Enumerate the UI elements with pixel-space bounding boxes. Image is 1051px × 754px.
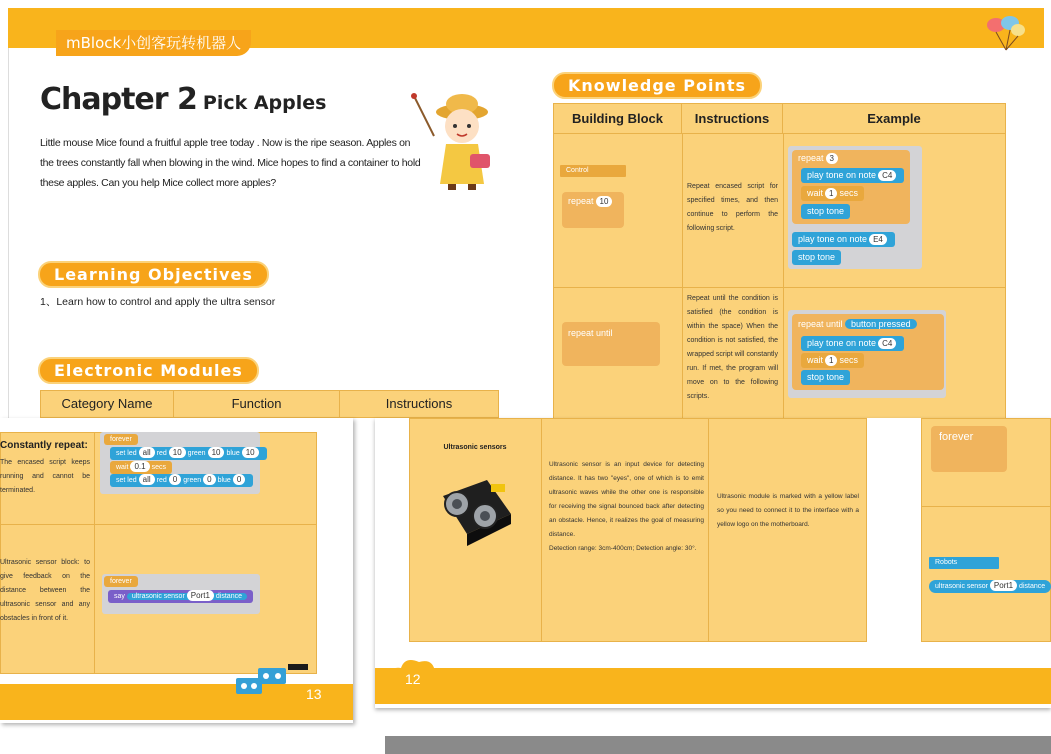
set-led-block bbox=[110, 447, 267, 460]
knowledge-points-heading: Knowledge Points bbox=[552, 72, 762, 99]
row-title: Constantly repeat: bbox=[0, 440, 88, 451]
secs-label: secs bbox=[839, 355, 858, 365]
divider bbox=[541, 418, 542, 642]
column-header: Instructions bbox=[385, 396, 453, 411]
chapter-subtitle: Pick Apples bbox=[202, 92, 327, 114]
column-header: Category Name bbox=[41, 391, 174, 417]
block-label: play tone on note bbox=[807, 338, 877, 348]
blue-value: 0 bbox=[233, 474, 245, 485]
say-block bbox=[108, 590, 253, 603]
module-function bbox=[549, 458, 704, 556]
play-tone-block bbox=[801, 336, 904, 351]
port-value: Port1 bbox=[990, 580, 1017, 591]
knowledge-table-header bbox=[554, 104, 1005, 134]
example-repeat-until-label bbox=[792, 317, 923, 332]
repeat-label: repeat bbox=[798, 153, 824, 163]
blue-label: blue bbox=[217, 477, 231, 484]
red-value: 10 bbox=[169, 447, 186, 458]
forever-block: forever bbox=[104, 434, 138, 445]
repeat-until-instructions: Repeat until the condition is satisfied (the condition is within the space) When the condition is not satisfied, the wrapped script will constantly run. If met, the program will move on to the following scripts. bbox=[687, 295, 778, 400]
row-text: Ultrasonic sensor block: to give feedback on the distance between the ultrasonic sensor and any obstacles in front of it. bbox=[0, 559, 90, 622]
electronic-modules-heading: Electronic Modules bbox=[38, 357, 259, 384]
example-repeat-label bbox=[792, 151, 846, 166]
sensor-label: ultrasonic sensor bbox=[131, 593, 185, 600]
repeat-until-label: repeat until bbox=[568, 328, 613, 338]
divider bbox=[783, 134, 784, 420]
note-value: C4 bbox=[878, 170, 896, 181]
page-12 bbox=[375, 418, 1051, 708]
forever-block bbox=[931, 426, 1007, 472]
red-value: 0 bbox=[169, 474, 181, 485]
wait-value: 1 bbox=[825, 355, 837, 366]
column-header: Example bbox=[867, 111, 921, 126]
green-label: green bbox=[187, 450, 206, 457]
blue-label: blue bbox=[226, 450, 240, 457]
column-header: Instructions bbox=[682, 104, 783, 133]
girl-illustration bbox=[410, 92, 502, 192]
led-value: all bbox=[139, 447, 155, 458]
control-category-label: Control bbox=[560, 165, 626, 177]
row-text: The encased script keeps running and cannot be terminated. bbox=[0, 459, 90, 494]
learning-objective-item: 1、Learn how to control and apply the ultra sensor bbox=[40, 296, 276, 308]
forever-block: forever bbox=[104, 576, 138, 587]
page-13 bbox=[0, 418, 353, 723]
bottom-bar bbox=[385, 736, 1051, 754]
secs-label: secs bbox=[151, 464, 166, 471]
forever-label: forever bbox=[939, 431, 974, 443]
wait-block bbox=[801, 186, 864, 201]
repeat-instructions: Repeat encased script for specified times, and then continue to perform the following script. bbox=[687, 183, 778, 232]
divider bbox=[94, 432, 95, 674]
repeat-label: repeat bbox=[568, 196, 594, 206]
block-label: wait bbox=[116, 464, 129, 471]
divider bbox=[554, 287, 1005, 288]
chapter-intro: Little mouse Mice found a fruitful apple tree today . Now is the ripe season. Apples on the trees constantly fall when blowing in the wind. Mice hopes to find a container to hold these apples. Can you help Mice collect more apples? bbox=[40, 137, 421, 189]
repeat-block bbox=[562, 192, 624, 228]
divider bbox=[921, 506, 1051, 507]
block-label: wait bbox=[807, 188, 824, 198]
page-footer bbox=[375, 668, 1051, 704]
green-label: green bbox=[183, 477, 202, 484]
block-label: wait bbox=[807, 355, 824, 365]
page-number: 13 bbox=[306, 686, 322, 702]
play-tone-block bbox=[801, 168, 904, 183]
wait-block bbox=[801, 353, 864, 368]
play-tone-block bbox=[792, 232, 895, 247]
balloon-icon bbox=[984, 14, 1028, 52]
set-led-block bbox=[110, 474, 253, 487]
detection-range: Detection range: 3cm-400cm; Detection angle: 30°. bbox=[549, 545, 697, 552]
book-title: mBlock小创客玩转机器人 bbox=[56, 30, 251, 56]
red-label: red bbox=[156, 450, 167, 457]
condition-block: button pressed bbox=[845, 319, 917, 329]
sensor-block bbox=[127, 593, 247, 600]
wait-value: 1 bbox=[825, 188, 837, 199]
block-label: set led bbox=[116, 477, 137, 484]
secs-label: secs bbox=[839, 188, 858, 198]
port-value: Port1 bbox=[187, 590, 214, 601]
green-value: 10 bbox=[208, 447, 225, 458]
chapter-number: Chapter 2 bbox=[40, 82, 197, 117]
red-label: red bbox=[156, 477, 167, 484]
page-number: 12 bbox=[405, 671, 421, 687]
block-label: play tone on note bbox=[798, 234, 868, 244]
sensor-label: ultrasonic sensor bbox=[935, 583, 988, 590]
module-instructions: Ultrasonic module is marked with a yellow label so you need to connect it to the interface with a yellow logo on the motherboard. bbox=[717, 493, 859, 528]
chapter-title bbox=[40, 82, 326, 117]
module-name: Ultrasonic sensors bbox=[443, 444, 507, 451]
stop-tone-block: stop tone bbox=[792, 250, 841, 265]
note-value: C4 bbox=[878, 338, 896, 349]
block-label: set led bbox=[116, 450, 137, 457]
divider bbox=[708, 418, 709, 642]
note-value: E4 bbox=[869, 234, 887, 245]
block-label: play tone on note bbox=[807, 170, 877, 180]
learning-objectives-heading: Learning Objectives bbox=[38, 261, 269, 288]
robot-icon bbox=[232, 664, 312, 700]
wait-value: 0.1 bbox=[130, 461, 149, 472]
repeat-count: 3 bbox=[826, 153, 838, 164]
distance-label: distance bbox=[215, 593, 242, 600]
divider bbox=[0, 524, 317, 525]
column-header: Building Block bbox=[554, 104, 682, 133]
column-header: Function bbox=[174, 391, 340, 417]
repeat-label: repeat until bbox=[798, 319, 843, 329]
repeat-block-label bbox=[562, 194, 620, 209]
electronic-modules-table-header bbox=[40, 390, 499, 418]
ultrasonic-sensor-block bbox=[929, 580, 1051, 593]
ultrasonic-sensor-image bbox=[435, 474, 515, 550]
repeat-count: 10 bbox=[596, 196, 613, 207]
robots-category-label: Robots bbox=[929, 557, 999, 569]
repeat-until-block bbox=[562, 322, 660, 366]
green-value: 0 bbox=[203, 474, 215, 485]
block-label: say bbox=[114, 593, 125, 600]
divider bbox=[682, 134, 683, 420]
distance-label: distance bbox=[1019, 583, 1046, 590]
stop-tone-block: stop tone bbox=[801, 204, 850, 219]
knowledge-points-table bbox=[553, 103, 1006, 421]
wait-block bbox=[110, 461, 172, 474]
stop-tone-block: stop tone bbox=[801, 370, 850, 385]
led-value: all bbox=[139, 474, 155, 485]
blue-value: 10 bbox=[242, 447, 259, 458]
function-text: Ultrasonic sensor is an input device for detecting distance. It has two "eyes", one of which is to emit ultrasonic waves while the other one is responsible for receiving the signal bounced back after detecting an obstacle. Hence, it realizes the goal of measuring distance. bbox=[549, 461, 704, 538]
